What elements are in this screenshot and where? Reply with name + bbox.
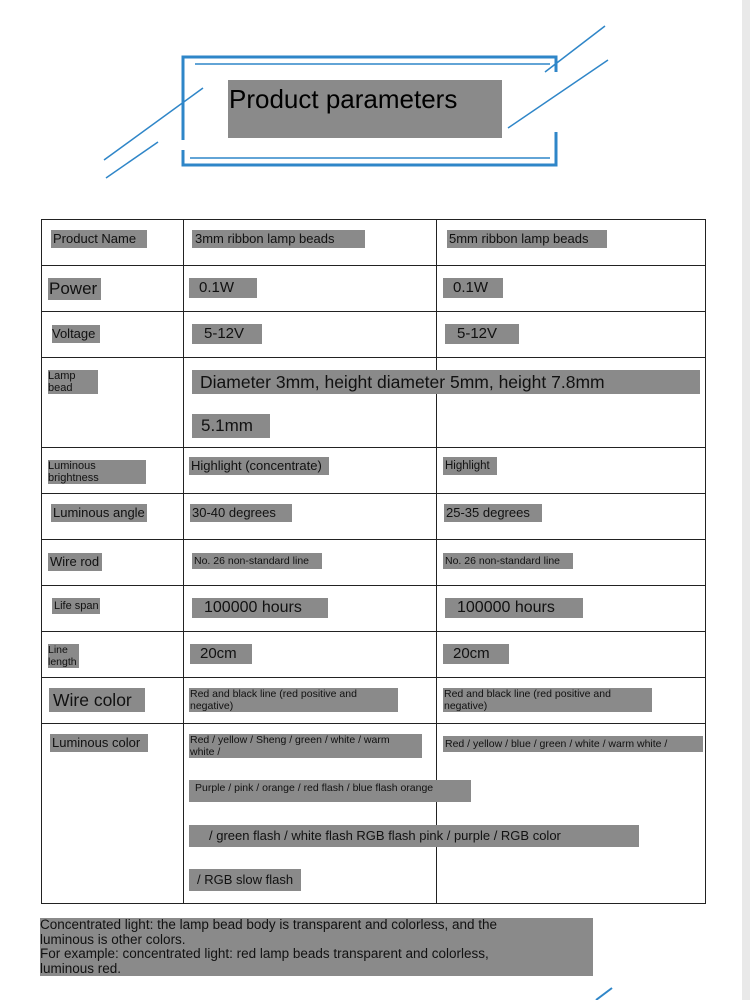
- power-5mm: 0.1W: [443, 278, 503, 298]
- wire-rod-label: Wire rod: [48, 553, 102, 571]
- lamp-bead-height-5mm: 5.1mm: [192, 414, 270, 438]
- luminous-color-line3: Purple / pink / orange / red flash / blue flash orange: [189, 780, 471, 802]
- life-span-3mm: 100000 hours: [192, 598, 328, 618]
- brightness-5mm: Highlight: [443, 457, 497, 475]
- line-length-label: [48, 644, 79, 668]
- voltage-5mm: 5-12V: [445, 324, 519, 344]
- wire-color-label: Wire color: [49, 688, 145, 712]
- wire-rod-5mm: No. 26 non-standard line: [443, 553, 573, 569]
- wire-color-5mm-line2: negative): [444, 700, 488, 712]
- angle-label: Luminous angle: [51, 504, 147, 522]
- table-row-voltage: [42, 312, 706, 358]
- luminous-color-3mm: [189, 734, 422, 758]
- line-length-label-line2: length: [48, 656, 77, 668]
- brightness-label-line1: Luminous: [48, 460, 96, 472]
- angle-5mm: 25-35 degrees: [444, 504, 542, 522]
- power-label: Power: [48, 278, 101, 300]
- wire-color-3mm: [189, 688, 398, 712]
- luminous-color-line5: / RGB slow flash: [189, 869, 301, 891]
- brightness-label: [48, 460, 146, 484]
- page-title-text: Product parameters: [229, 84, 458, 114]
- luminous-color-line4: / green flash / white flash RGB flash pink / purple / RGB color: [189, 825, 639, 847]
- luminous-color-label: Luminous color: [50, 734, 148, 752]
- wire-rod-3mm: No. 26 non-standard line: [192, 553, 322, 569]
- note-line3: For example: concentrated light: red lamp beads transparent and colorless,: [40, 946, 489, 961]
- table-row-luminous-color: [42, 724, 706, 904]
- line-length-3mm: 20cm: [190, 644, 252, 664]
- parameters-table: [41, 219, 706, 904]
- line-length-5mm: 20cm: [443, 644, 509, 664]
- wire-color-3mm-line2: negative): [190, 700, 234, 712]
- table-row-product-name: [42, 220, 706, 266]
- deco-line-right-2: [545, 26, 605, 72]
- table-row-lamp-bead: [42, 358, 706, 448]
- wire-color-3mm-line1: Red and black line (red positive and: [190, 688, 357, 700]
- wire-color-5mm-line1: Red and black line (red positive and: [444, 688, 611, 700]
- page-title: [228, 80, 502, 138]
- deco-line-bottom: [596, 988, 612, 1000]
- lamp-bead-label: [48, 370, 98, 394]
- life-span-5mm: 100000 hours: [445, 598, 583, 618]
- note-line4: luminous red.: [40, 960, 122, 976]
- table-row-wire-rod: [42, 540, 706, 586]
- life-span-label: Life span: [54, 600, 99, 612]
- product-name-3mm: 3mm ribbon lamp beads: [192, 230, 365, 248]
- table-row-power: [42, 266, 706, 312]
- lamp-bead-label-line1: Lamp: [48, 370, 76, 382]
- luminous-color-column-divider: [436, 724, 437, 903]
- brightness-3mm: Highlight (concentrate): [189, 457, 329, 475]
- note-line2: luminous is other colors.: [40, 931, 186, 947]
- table-row-angle: [42, 494, 706, 540]
- luminous-color-5mm: Red / yellow / blue / green / white / warm white /: [443, 736, 703, 752]
- deco-line-left-1: [104, 88, 203, 160]
- product-name-5mm: 5mm ribbon lamp beads: [447, 230, 607, 248]
- deco-line-left-2: [106, 142, 158, 178]
- lamp-bead-label-line2: bead: [48, 382, 73, 394]
- table-row-life-span: [42, 586, 706, 632]
- luminous-color-3mm-line2: white /: [190, 746, 221, 758]
- power-3mm: 0.1W: [189, 278, 257, 298]
- wire-color-5mm: [443, 688, 652, 712]
- product-name-label: Product Name: [51, 230, 147, 248]
- deco-line-right-1: [508, 60, 608, 128]
- note-box: [40, 918, 593, 976]
- voltage-3mm: 5-12V: [192, 324, 262, 344]
- brightness-label-line2: brightness: [48, 472, 99, 484]
- lamp-bead-dimensions: Diameter 3mm, height diameter 5mm, height 7.8mm: [192, 370, 700, 394]
- note-line1: Concentrated light: the lamp bead body is transparent and colorless, and the: [40, 917, 498, 932]
- table-row-wire-color: [42, 678, 706, 724]
- line-length-label-line1: Line: [48, 644, 68, 656]
- angle-3mm: 30-40 degrees: [190, 504, 292, 522]
- luminous-color-3mm-line1: Red / yellow / Sheng / green / white / warm: [190, 734, 390, 746]
- voltage-label: Voltage: [52, 325, 100, 343]
- table-row-line-length: [42, 632, 706, 678]
- table-row-brightness: [42, 448, 706, 494]
